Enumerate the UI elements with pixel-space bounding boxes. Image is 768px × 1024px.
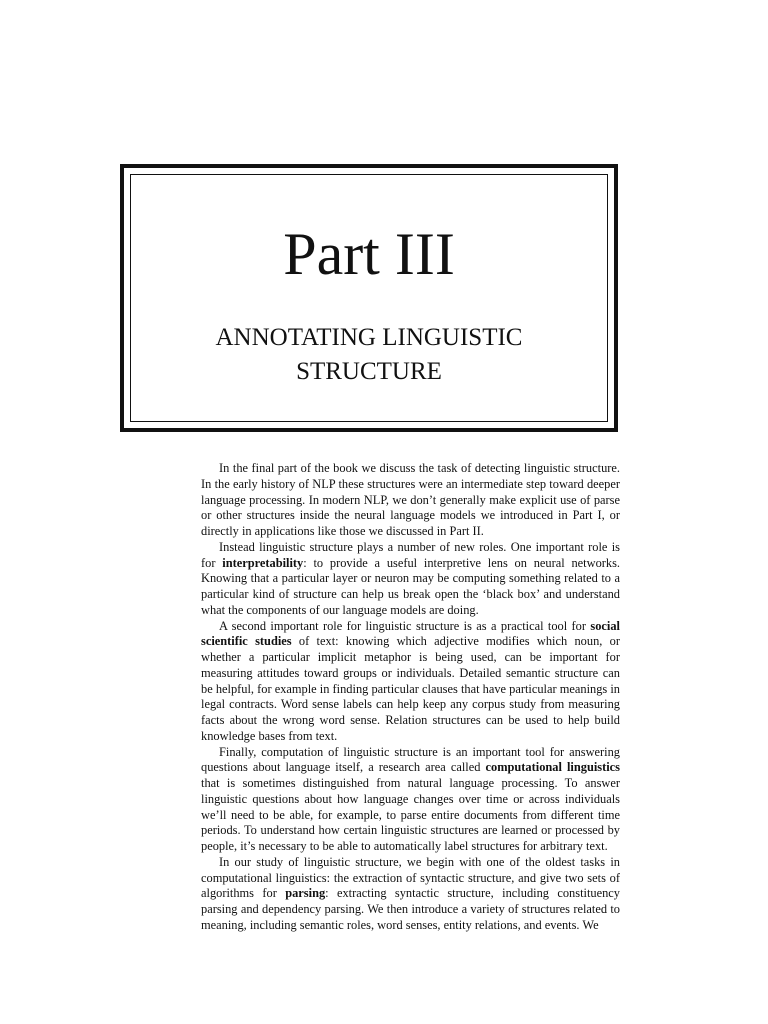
- paragraph-3: [201, 619, 620, 745]
- part-subtitle-line-1: ANNOTATING LINGUISTIC: [215, 324, 523, 351]
- term-parsing: parsing: [285, 886, 326, 901]
- part-subtitle-line-2: STRUCTURE: [296, 358, 442, 385]
- paragraph-3-text-start: A second important role for linguistic structure is as a practical tool for: [219, 618, 591, 633]
- part-title-frame: [120, 164, 618, 432]
- paragraph-2-text-start: Instead linguistic structure plays a number of new roles. One important role is for: [201, 539, 620, 570]
- term-interpretability: interpretability: [222, 555, 304, 570]
- paragraph-2: [201, 540, 620, 619]
- paragraph-1: [201, 461, 620, 540]
- paragraph-2-text-end: : to provide a useful interpretive lens on neural networks. Knowing that a particular layer or neuron may be computing something related to a particular kind of structure can help us break open the ‘black box’ and understand what the components of our language models are doing.: [201, 555, 621, 617]
- part-subtitle: [131, 321, 607, 389]
- term-social-scientific-studies: social scientific studies: [201, 618, 620, 649]
- part-title: Part III: [283, 221, 455, 287]
- paragraph-1-text: In the final part of the book we discuss the task of detecting linguistic structure. In the early history of NLP these structures were an intermediate step toward deeper language processing. In modern NLP, we don’t generally make explicit use of parse or other structures inside the neural language models we introduced in Part I, or directly in applications like those we discussed in Part II.: [201, 461, 620, 538]
- intro-text: [201, 461, 620, 934]
- paragraph-5-text-end: : extracting syntactic structure, including constituency parsing and dependency parsing. We then introduce a variety of structures related to meaning, including semantic roles, word senses, entity relations, and events. We: [201, 886, 620, 932]
- paragraph-4: [201, 745, 620, 855]
- paragraph-5: [201, 855, 620, 934]
- paragraph-4-text-start: Finally, computation of linguistic structure is an important tool for answering questions about language itself, a research area called: [201, 744, 620, 775]
- paragraph-5-text-start: In our study of linguistic structure, we begin with one of the oldest tasks in computational linguistics: the extraction of syntactic structure, and give two sets of algorithms for: [201, 854, 620, 901]
- paragraph-4-text-end: that is sometimes distinguished from natural language processing. To answer linguistic questions about how language changes over time or across individuals we’ll need to be able, for example, to parse entire documents from different time periods. To understand how certain linguistic structures are learned or processed by people, it’s necessary to be able to automatically label structures for arbitrary text.: [201, 776, 620, 853]
- paragraph-3-text-end: of text: knowing which adjective modifies which noun, or whether a particular implicit metaphor is being used, can be important for measuring attitudes toward groups or individuals. Detailed semantic structure can be helpful, for example in finding particular clauses that have particular meanings in legal contracts. Word sense labels can help keep any corpus study from measuring facts about the wrong word sense. Relation structures can be used to help build knowledge bases from text.: [201, 634, 620, 743]
- term-computational-linguistics: computational linguistics: [485, 760, 621, 775]
- part-title-inner-frame: [130, 174, 608, 422]
